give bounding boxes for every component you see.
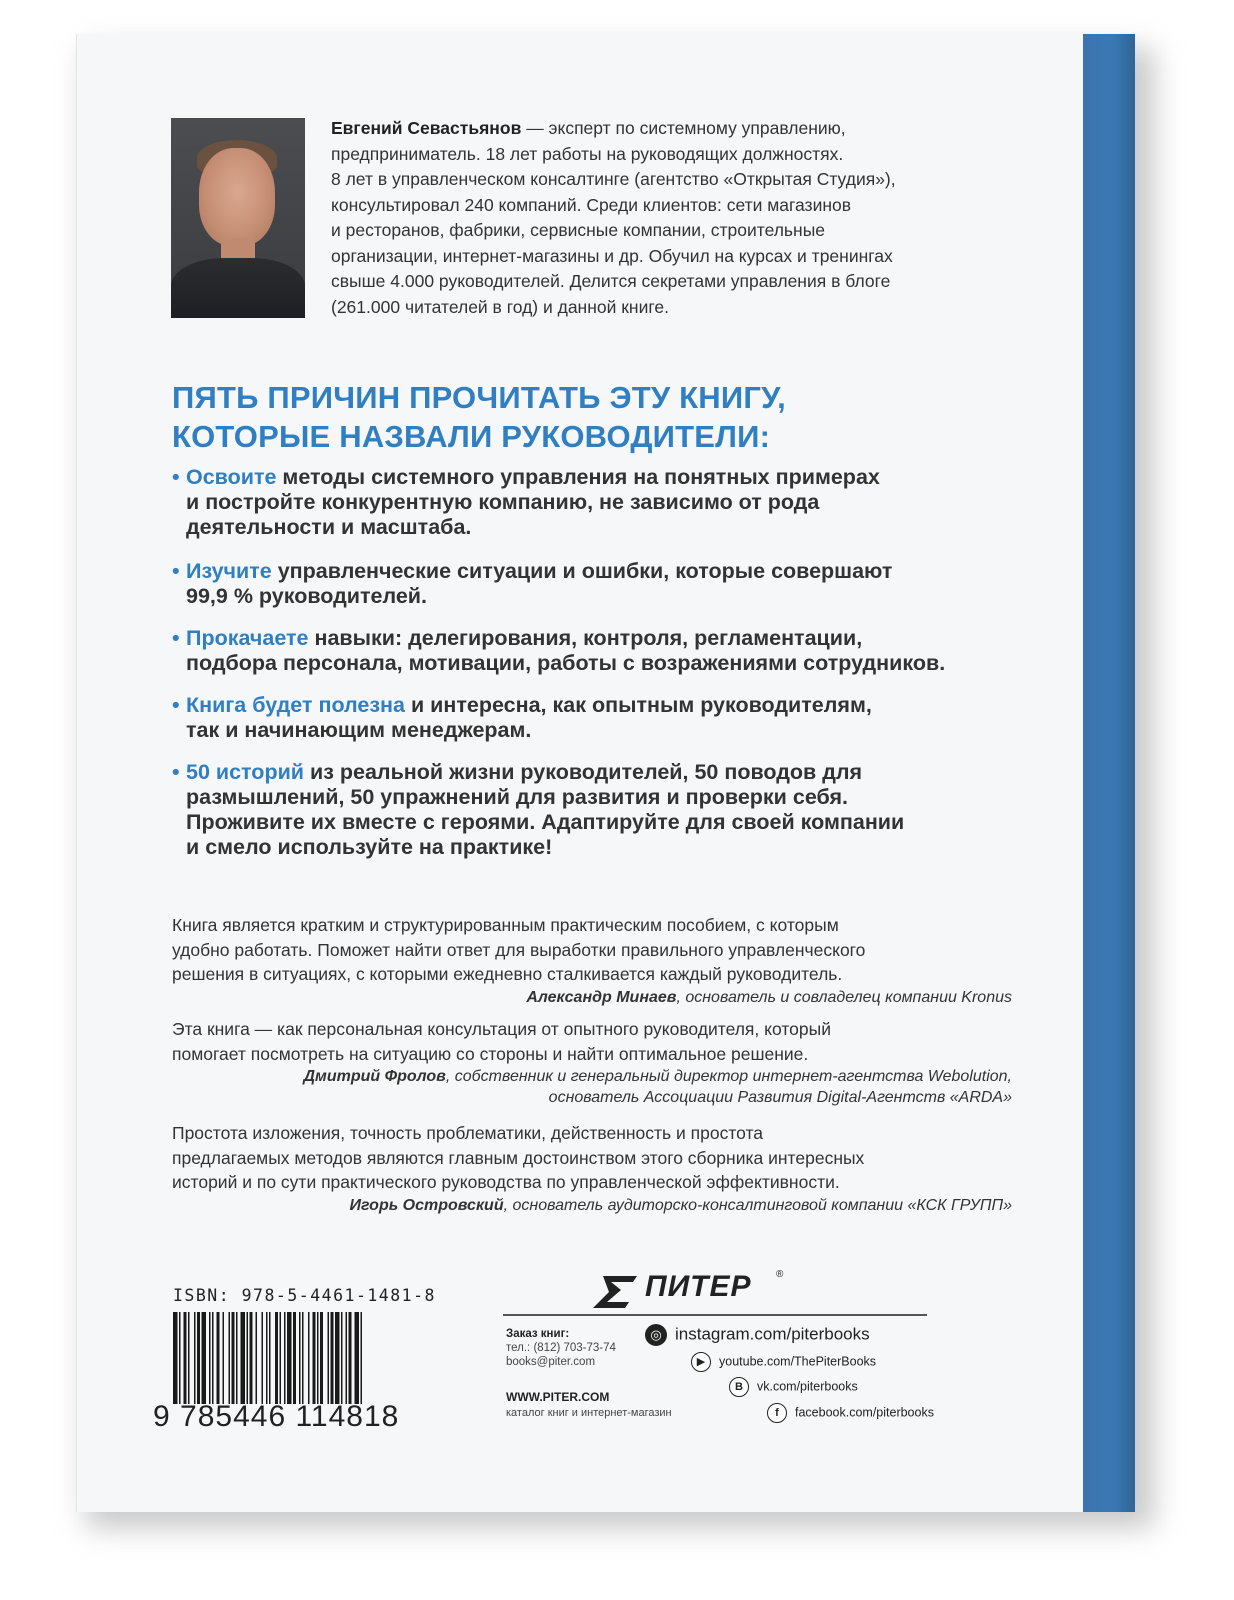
vk-icon: В <box>729 1377 749 1397</box>
reason-item: • 50 историй из реальной жизни руководителей, 50 поводов для размышлений, 50 упражнений для развития и проверки себя. Проживите их вместе с героями. Адаптируйте для своей компании и смело используйте на практике! <box>172 760 905 859</box>
review-quote: Простота изложения, точность проблематики, действенность и простота предлагаемых методов являются главным достоинством этого сборника интересных историй и по сути практического руководства по управленческой эффективности. Игорь Островский, основатель аудиторско-консалтинговой компании «КСК ГРУПП» <box>172 1123 1012 1214</box>
barcode <box>173 1312 441 1404</box>
registered-mark: ® <box>776 1269 784 1280</box>
review-quote: Книга является кратким и структурированным практическим пособием, с которым удобно работать. Поможет найти ответ для выработки правильного управленческого решения в ситуациях, с которыми ежедневно сталкивается каждый руководитель. Александр Минаев, основатель и совладелец компании Kronus <box>172 915 1012 1006</box>
reason-item: • Книга будет полезна и интересна, как опытным руководителям, так и начинающим менеджерам. <box>172 693 872 742</box>
reason-item: • Изучите управленческие ситуации и ошибки, которые совершают 99,9 % руководителей. <box>172 559 893 608</box>
publisher-site-caption: каталог книг и интернет-магазин <box>506 1407 672 1419</box>
reasons-headline: ПЯТЬ ПРИЧИН ПРОЧИТАТЬ ЭТУ КНИГУ, КОТОРЫЕ НАЗВАЛИ РУКОВОДИТЕЛИ: <box>172 380 786 454</box>
social-instagram: ◎ instagram.com/piterbooks <box>645 1324 870 1346</box>
review-author: Александр Минаев, основатель и совладелец компании Kronus <box>526 988 1012 1006</box>
book-back-cover <box>76 34 1135 1512</box>
barcode-digits: 9 785446 114818 <box>153 1400 400 1433</box>
social-youtube: ▶ youtube.com/ThePiterBooks <box>691 1352 876 1372</box>
order-info: Заказ книг: тел.: (812) 703-73-74 books@piter.com <box>506 1328 616 1368</box>
social-vk: В vk.com/piterbooks <box>729 1377 858 1397</box>
review-quote: Эта книга — как персональная консультация от опытного руководителя, который помогает посмотреть на ситуацию со стороны и найти оптимальное решение. Дмитрий Фролов, собственник и генеральный директор интернет-агентства Webolution, основатель Ассоциации Развития Digital-Агентств «ARDA» <box>172 1019 1012 1106</box>
review-author: Дмитрий Фролов, собственник и генеральный директор интернет-агентства Webolution, <box>303 1068 1012 1085</box>
author-bio: Евгений Севастьянов — эксперт по системному управлению, предприниматель. 18 лет работы на руководящих должностях. 8 лет в управленческом консалтинге (агентство «Открытая Студия»), консультировал 240 компаний. Среди клиентов: сети магазинов и ресторанов, фабрики, сервисные компании, строительные организации, интернет-магазины и др. Обучил на курсах и тренингах свыше 4.000 руководителей. Делится секретами управления в блоге (261.000 читателей в год) и данной книге. <box>331 118 896 317</box>
reason-item: • Освоите методы системного управления на понятных примерах и постройте конкурентную компанию, не зависимо от рода деятельности и масштаба. <box>172 465 880 539</box>
publisher-site: WWW.PITER.COM <box>506 1390 610 1404</box>
youtube-icon: ▶ <box>691 1352 711 1372</box>
author-photo <box>171 118 305 318</box>
facebook-icon: f <box>767 1403 787 1423</box>
divider <box>503 1314 927 1316</box>
social-facebook: f facebook.com/piterbooks <box>767 1403 934 1423</box>
instagram-icon: ◎ <box>645 1324 667 1346</box>
book-spine <box>1083 34 1135 1512</box>
author-name: Евгений Севастьянов <box>331 118 522 138</box>
review-author-role: основатель Ассоциации Развития Digital-Агентств «ARDA» <box>548 1089 1012 1106</box>
publisher-logo: ПИТЕР <box>645 1270 752 1303</box>
isbn-label: ISBN: 978-5-4461-1481-8 <box>173 1286 436 1305</box>
review-author: Игорь Островский, основатель аудиторско-консалтинговой компании «КСК ГРУПП» <box>349 1196 1012 1214</box>
reason-item: • Прокачаете навыки: делегирования, контроля, регламентации, подбора персонала, мотивации, работы с возражениями сотрудников. <box>172 626 946 675</box>
